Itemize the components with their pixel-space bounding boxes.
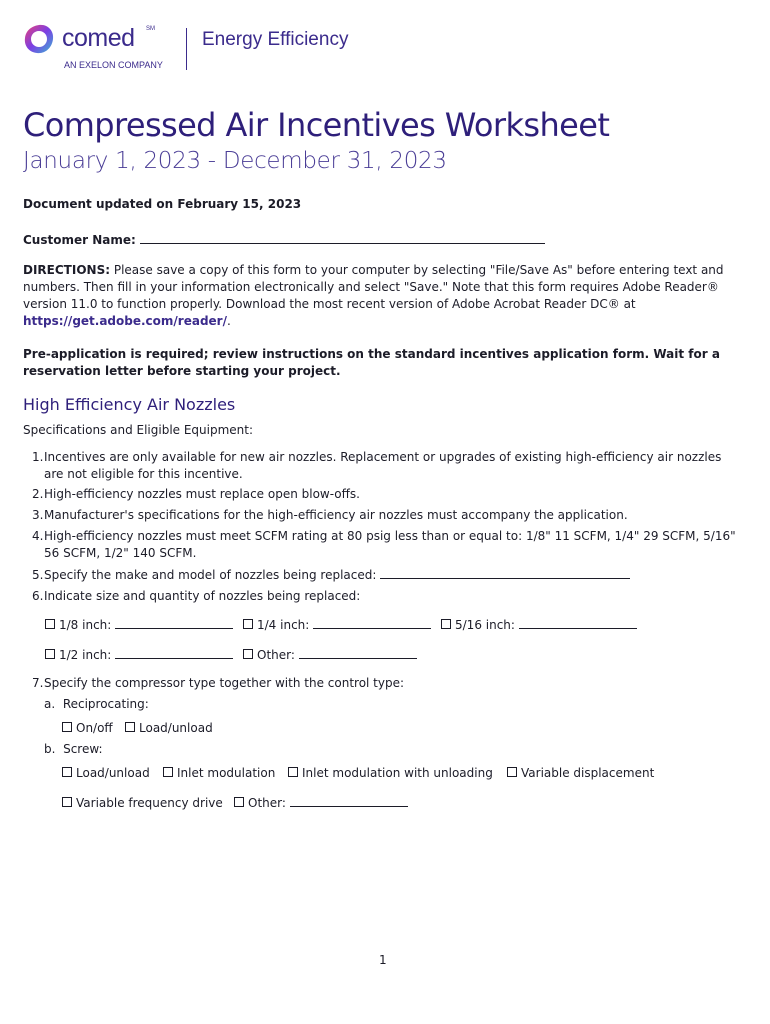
page-title: Compressed Air Incentives Worksheet xyxy=(23,106,610,144)
option-label: Inlet modulation with unloading xyxy=(302,766,493,780)
customer-name-label: Customer Name: xyxy=(23,233,136,247)
list-item xyxy=(32,567,744,584)
list-item-number: 6. xyxy=(32,589,44,603)
list-item-number: 7. xyxy=(32,676,44,690)
quantity-field[interactable] xyxy=(115,647,233,659)
list-item xyxy=(32,588,744,605)
other-size-field[interactable] xyxy=(299,647,417,659)
subitem-screw xyxy=(44,741,103,758)
brand-wordmark: comed xyxy=(62,24,135,52)
checkbox[interactable] xyxy=(62,797,72,807)
checkbox[interactable] xyxy=(441,619,451,629)
list-item xyxy=(32,528,744,562)
brand-tagline: AN EXELON COMPANY xyxy=(64,60,163,70)
option-label: Variable frequency drive xyxy=(76,796,223,810)
directions-end: . xyxy=(226,314,231,328)
checkbox[interactable] xyxy=(45,649,55,659)
size-label: 1/8 inch: xyxy=(59,618,112,632)
list-item-number: 4. xyxy=(32,529,44,543)
subitem-letter: a. xyxy=(44,697,56,711)
list-item-text: Specify the compressor type together with the control type: xyxy=(44,676,405,690)
size-label: Other: xyxy=(257,648,295,662)
list-item-text: Specify the make and model of nozzles being replaced: xyxy=(44,568,377,582)
customer-name-field[interactable] xyxy=(140,232,545,244)
screw-inlet-modulation-option[interactable] xyxy=(163,765,275,782)
list-item-number: 5. xyxy=(32,568,44,582)
checkbox[interactable] xyxy=(62,767,72,777)
list-item-text: Manufacturer's specifications for the high-efficiency air nozzles must accompany the application. xyxy=(44,508,628,522)
option-label: Other: xyxy=(248,796,286,810)
list-item-number: 3. xyxy=(32,508,44,522)
option-label: On/off xyxy=(76,721,113,735)
checkbox[interactable] xyxy=(243,619,253,629)
comed-ring-icon xyxy=(22,22,56,56)
list-item xyxy=(32,486,744,503)
specs-label: Specifications and Eligible Equipment: xyxy=(23,423,254,437)
checkbox[interactable] xyxy=(234,797,244,807)
quantity-field[interactable] xyxy=(519,617,637,629)
checkbox[interactable] xyxy=(288,767,298,777)
option-label: Load/unload xyxy=(76,766,150,780)
service-mark: SM xyxy=(146,26,155,32)
checkbox[interactable] xyxy=(243,649,253,659)
other-control-field[interactable] xyxy=(290,795,408,807)
preapplication-notice: Pre-application is required; review instructions on the standard incentives application form. Wait for a reservation letter before starting your project. xyxy=(23,347,720,378)
size-5-16-option[interactable] xyxy=(441,617,637,634)
list-item-text: High-efficiency nozzles must replace open blow-offs. xyxy=(44,487,360,501)
list-item-text: Incentives are only available for new air nozzles. Replacement or upgrades of existing high-efficiency air nozzles are not eligible for this incentive. xyxy=(44,450,722,481)
section-title: High Efficiency Air Nozzles xyxy=(23,395,236,414)
nozzle-model-field[interactable] xyxy=(380,567,630,579)
option-label: Load/unload xyxy=(139,721,213,735)
list-item xyxy=(32,449,744,483)
option-label: Variable displacement xyxy=(521,766,655,780)
quantity-field[interactable] xyxy=(115,617,233,629)
list-item xyxy=(32,675,744,692)
customer-name-row xyxy=(23,232,545,249)
size-label: 1/2 inch: xyxy=(59,648,112,662)
page-number: 1 xyxy=(379,953,387,967)
header-divider xyxy=(186,28,187,70)
subitem-reciprocating xyxy=(44,696,149,713)
checkbox[interactable] xyxy=(125,722,135,732)
list-item-text: Indicate size and quantity of nozzles being replaced: xyxy=(44,589,361,603)
checkbox[interactable] xyxy=(45,619,55,629)
recip-on-off-option[interactable] xyxy=(62,720,113,737)
checkbox[interactable] xyxy=(62,722,72,732)
size-label: 5/16 inch: xyxy=(455,618,515,632)
checkbox[interactable] xyxy=(507,767,517,777)
subitem-label: Screw: xyxy=(63,742,103,756)
program-name: Energy Efficiency xyxy=(202,29,349,50)
directions-paragraph xyxy=(23,262,747,330)
option-label: Inlet modulation xyxy=(177,766,276,780)
subitem-letter: b. xyxy=(44,742,56,756)
size-label: 1/4 inch: xyxy=(257,618,310,632)
adobe-reader-link[interactable]: https://get.adobe.com/reader/ xyxy=(23,314,227,328)
list-item xyxy=(32,507,744,524)
quantity-field[interactable] xyxy=(313,617,431,629)
size-1-4-option[interactable] xyxy=(243,617,431,634)
subitem-label: Reciprocating: xyxy=(62,697,149,711)
updated-note: Document updated on February 15, 2023 xyxy=(23,197,302,211)
date-range: January 1, 2023 - December 31, 2023 xyxy=(23,148,447,174)
screw-load-unload-option[interactable] xyxy=(62,765,150,782)
screw-vfd-option[interactable] xyxy=(62,795,223,812)
list-item-number: 2. xyxy=(32,487,44,501)
directions-label: DIRECTIONS: xyxy=(23,263,111,277)
recip-load-unload-option[interactable] xyxy=(125,720,213,737)
checkbox[interactable] xyxy=(163,767,173,777)
directions-text: Please save a copy of this form to your computer by selecting "File/Save As" before entering text and numbers. Then fill in your information electronically and select "Save." Note that this form requires Adobe Reader® version 11.0 to function properly. Download the most recent version of Adobe Acrobat Reader DC® at xyxy=(23,263,724,311)
list-item-number: 1. xyxy=(32,450,44,464)
screw-other-option[interactable] xyxy=(234,795,408,812)
size-1-8-option[interactable] xyxy=(45,617,233,634)
list-item-text: High-efficiency nozzles must meet SCFM rating at 80 psig less than or equal to: 1/8" 11 SCFM, 1/4" 29 SCFM, 5/16" 56 SCFM, 1/2" 140 SCFM. xyxy=(44,529,736,560)
size-1-2-option[interactable] xyxy=(45,647,233,664)
screw-inlet-modulation-unloading-option[interactable] xyxy=(288,765,493,782)
size-other-option[interactable] xyxy=(243,647,417,664)
screw-variable-displacement-option[interactable] xyxy=(507,765,654,782)
